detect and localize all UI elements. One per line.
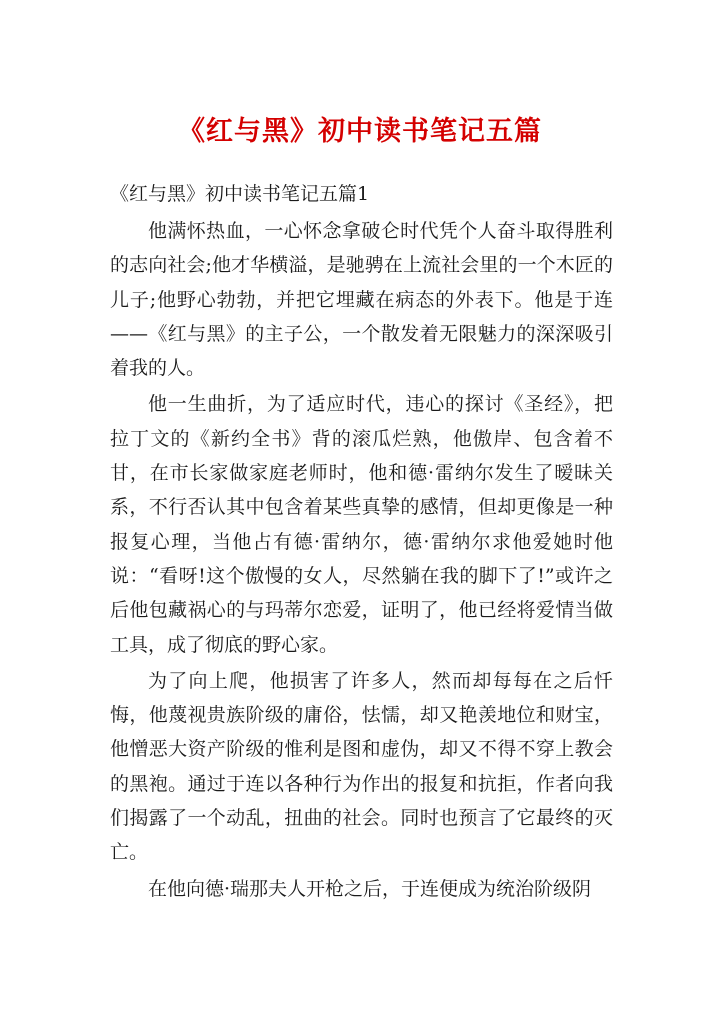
document-title: 《红与黑》初中读书笔记五篇 (178, 116, 542, 147)
section-heading: 《红与黑》初中读书笔记五篇1 (110, 183, 370, 205)
paragraph-2: 他一生曲折，为了适应时代，违心的探讨《圣经》，把拉丁文的《新约全书》背的滚瓜烂熟，他傲岸、包含着不甘，在市长家做家庭老师时，他和德·雷纳尔发生了暧昧关系，不行否认其中包含着某些真挚的感情，但却更像是一种报复心理，当他占有德·雷纳尔，德·雷纳尔求他爱她时他说：“看呀!这个傲慢的女人，尽然躺在我的脚下了!”或许之后他包藏祸心的与玛蒂尔恋爱，证明了，他已经将爱情当做工具，成了彻底的野心家。 (110, 393, 613, 656)
paragraph-3: 为了向上爬，他损害了许多人，然而却每每在之后忏悔，他蔑视贵族阶级的庸俗，怯懦，却又艳羡地位和财宝，他憎恶大资产阶级的惟利是图和虚伪，却又不得不穿上教会的黑袍。通过于连以各种行为作出的报复和抗拒，作者向我们揭露了一个动乱，扭曲的社会。同时也预言了它最终的灭亡。 (110, 669, 613, 864)
document-body (110, 214, 613, 908)
paragraph-1: 他满怀热血，一心怀念拿破仑时代凭个人奋斗取得胜利的志向社会;他才华横溢，是驰骋在上流社会里的一个木匠的儿子;他野心勃勃，并把它埋藏在病态的外表下。他是于连——《红与黑》的主子公，一个散发着无限魅力的深深吸引着我的人。 (110, 220, 613, 380)
paragraph-4: 在他向德·瑞那夫人开枪之后，于连便成为统治阶级阴 (148, 877, 592, 900)
